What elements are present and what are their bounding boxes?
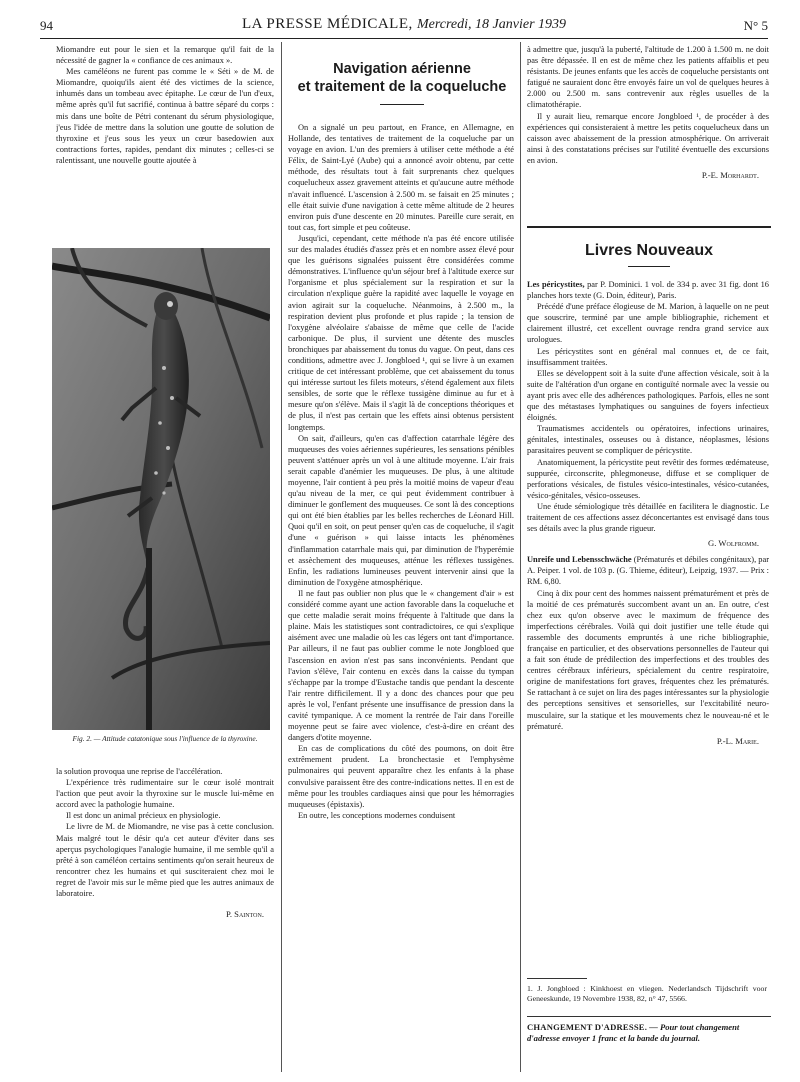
author-signature: P.-E. Morhardt. [701, 170, 759, 181]
title-rule [380, 104, 424, 105]
section-title: Livres Nouveaux [584, 242, 714, 259]
paragraph: Elles se développent soit à la suite d'une affection vésicale, soit à la suite de l'altération d'un organe en contiguïté normale avec la vessie ou ayant pris avec elle des adhérences pathologiques. Parfois, elles ne sont que des métastases lymphatiques ou sanguines de foyers infectieux éloignés. [527, 368, 769, 423]
address-change-notice [527, 1022, 771, 1044]
column-1-bottom [56, 766, 274, 1038]
paragraph: Jusqu'ici, cependant, cette méthode n'a pas été encore utilisée sur des malades étudiés d'assez près et en nombre assez élevé pour que les guérisons signalées puissent être considérées comme démonstratives. L'influence qu'un séjour bref à l'altitude exerce sur l'organisme et plus spécialement sur la respiration et sur la circulation n'explique guère la rapidité avec laquelle le voyage en avion agirait sur la coqueluche. Néanmoins, à 2.500 m., la respiration devient plus profonde et plus rapide ; la tension de l'oxygène alvéolaire s'abaisse de même que celle de l'acide carbonique. De plus, il survient une détente des muscles bronchiques par abaissement du tonus du vague. On peut, dans ces conditions, admettre avec J. Jongbloed ¹, qui se livre à un examen critique de cet intéressant problème, que cet abaissement du tonus qui intéresse surtout les filets moteurs, s'étend également aux filets sensibles, de sorte que le réflexe tussigène diminue au fur et à mesure qu'on s'élève. Mais il s'agit là de conceptions théoriques et de plus, il n'est pas certain que les effets ainsi obtenus persistent longtemps. [288, 233, 514, 432]
footnote: 1. J. Jongbloed : Kinkhoest en vliegen. Nederlandsch Tijdschrift voor Geneeskunde, 19 Novembre 1938, 82, n° 47, 5566. [527, 984, 767, 1003]
book-entry [527, 554, 769, 587]
notice-heading: CHANGEMENT D'ADRESSE. [527, 1022, 648, 1032]
article-title [286, 60, 518, 96]
section-title-rule [628, 266, 670, 267]
paragraph: Il est donc un animal précieux en physiologie. [66, 811, 221, 821]
notice-text: — Pour tout changement d'adresse envoyer 1 franc et la bande du journal. [527, 1022, 740, 1044]
figure-caption: Fig. 2. — Attitude catatonique sous l'influence de la thyroxine. [72, 734, 258, 743]
paragraph: Précédé d'une préface élogieuse de M. Marion, à laquelle on ne peut que souscrire, terminé par une ample bibliographie, richement et clairement illustré, cet excellent ouvrage rendra grand service aux urologues. [527, 302, 769, 345]
paragraph: Le livre de M. de Miomandre, ne vise pas à cette conclusion. Mais malgré tout le désir qu'a cet auteur d'éviter dans ses aperçus psychologiques l'analogie humaine, il me semble qu'il a prêté à son caméléon certains sentiments qu'on serait heureux de rencontrer chez les humains et qui susciteraient chez moi le regret de l'avoir mis sur le même pied que les autres animaux de laboratoire. [56, 822, 274, 899]
section-rule [527, 226, 771, 228]
chameleon-photograph [52, 248, 270, 730]
book-entry [527, 279, 769, 301]
paragraph: Traumatismes accidentels ou opératoires, infections urinaires, génitales, intestinales, osseuses ou à distance, néoplasmes, lésions parasitaires peuvent se compliquer de péricystite. [527, 424, 769, 456]
paragraph: L'expérience très rudimentaire sur le cœur isolé montrait l'action que peut avoir la thyroxine sur le muscle lui-même en accord avec la pathologie humaine. [56, 778, 274, 810]
journal-title [40, 16, 768, 33]
book-reference: (Prématurés et débiles congénitaux), par A. Peiper. 1 vol. de 103 p. (G. Thieme, éditeur), Leipzig, 1937. — Prix : RM. 6,80. [527, 555, 769, 587]
reviewer-signature: P.-L. Marie. [716, 735, 759, 746]
article-title-line-1: Navigation aérienne [333, 61, 471, 77]
paragraph: à admettre que, jusqu'à la puberté, l'altitude de 1.200 à 1.500 m. ne doit pas être dépassée. Il en est de même chez les patients affaiblis et peu résistants. De jeunes enfants que les accès de coqueluche persistants ont fatigué ne sauraient donc être envoyés faire un vol de quelques heures à 2.000 ou 2.500 m. sans contrevenir aux règles usuelles de la climatothérapie. [527, 45, 769, 110]
column-3-continuation [527, 44, 769, 222]
page-header [40, 16, 768, 36]
paragraph: Une étude sémiologique très détaillée en facilitera le diagnostic. Le traitement de ces affections assez déconcertantes est envisagé dans tous ses détails avec la plus grande rigueur. [527, 501, 769, 534]
photo-illustration [52, 248, 270, 730]
column-1-top [56, 44, 274, 248]
author-signature: P. Sainton. [226, 909, 264, 920]
column-2-article [288, 122, 514, 1048]
paragraph: la solution provoqua une reprise de l'accélération. [56, 767, 223, 776]
paragraph: Les péricystites sont en général mal connues et, de ce fait, insuffisamment traitées. [527, 346, 769, 367]
paragraph: En outre, les conceptions modernes conduisent [298, 810, 456, 820]
issue-date: Mercredi, 18 Janvier 1939 [416, 17, 567, 32]
book-reference: par P. Dominici. 1 vol. de 334 p. avec 31 fig. dont 16 planches hors texte (G. Doin, éditeur), Paris. [527, 280, 769, 301]
issue-number: N° 5 [743, 18, 768, 33]
paragraph: Miomandre eut pour le sien et la remarque qu'il fait de la nécessité de gagner la « confiance de ces animaux ». [56, 45, 274, 66]
journal-name: LA PRESSE MÉDICALE, [241, 16, 413, 32]
footnote-rule [527, 978, 587, 979]
book-reviews [527, 274, 769, 974]
paragraph: Il y aurait lieu, remarque encore Jongbloed ¹, de procéder à des expériences qui consisteraient à mettre les petits coquelucheux dans un caisson avec abaissement de la pression atmosphérique. On arriverait ainsi à des constatations précises sur l'utilité éventuelle des excursions en avion. [527, 111, 769, 165]
paragraph: Anatomiquement, la péricystite peut revêtir des formes œdémateuse, suppurée, circonscrite, phlegmoneuse, diffuse et se compliquer de perforations vésicales, de fistules vésico-intestinales, vésico-cutanées, vésico-génitales, vésico-osseuses. [527, 457, 769, 500]
page-number: 94 [40, 18, 53, 33]
reviewer-signature: G. Wolfromm. [708, 538, 759, 549]
column-divider-1 [281, 42, 282, 1072]
paragraph: On sait, d'ailleurs, qu'en cas d'affection catarrhale légère des muqueuses des voies aériennes supérieures, les sensations pénibles peuvent s'atténuer après un vol à une altitude moyenne. L'air frais serait capable d'anémier les muqueuses. De plus, à une altitude moyenne, l'air contient à peu près la moitié moins de vapeur d'eau qu'au niveau de la mer, ce qui peut évidemment contribuer à diminuer le gonflement des muqueuses. Ce sont là des conceptions qui ont été bien établies par les belles recherches de Léonard Hill. Quoi qu'il en soit, on peut penser qu'en cas de coqueluche, il s'agit d'une « guérison » qui laisse intacts les phénomènes d'inflammation catarrhale mais qui, par diminution de l'hyperémie et assèchement des muqueuses, atténue les réflexes tussigènes. Enfin, les radiations lumineuses peuvent intervenir ainsi que la diminution de l'oxygène atmosphérique. [288, 433, 514, 587]
header-rule [40, 38, 768, 39]
paragraph: En cas de complications du côté des poumons, on doit être extrêmement prudent. La bronchectasie et l'emphysème pulmonaires qui peuvent apparaître chez les enfants à la phase convulsive paraissent être des contre-indications nettes. Il en est de même pour les troubles cardiaques ainsi que pour les hémorragies muqueuses (épistaxis). [288, 744, 514, 809]
column-divider-2 [520, 42, 521, 1072]
book-title: Les péricystites, [527, 280, 585, 289]
notice-rule [527, 1016, 771, 1017]
paragraph: Cinq à dix pour cent des hommes naissent prématurément et près de la moitié de ces prématurés succombent avant un an. En outre, c'est chez eux qu'on observe avec le maximum de fréquence des imperfections cérébrales. Voilà qui doit justifier une telle étude qui rassemble des documents empruntés à une riche bibliographie, française en particulier, et des observations personnelles de l'auteur qui a fait son étude de prédilection des imperfections et des troubles des centres cérébraux inférieurs, spécialement du centre respiratoire, origine de manifestations fort graves, fréquentes chez les prématurés. Se rattachant à ce sujet on lira des pages intéressantes sur la physiologie des perceptions sensitives et sensorielles, sur l'excitabilité neuro-musculaire, sur la statique et les mouvements chez le nouveau-né et le prématuré. [527, 588, 769, 731]
paragraph: Mes caméléons ne furent pas comme le « Séti » de M. de Miomandre, quoiqu'ils aient été des victimes de la science, inhumés dans un tombeau avec épitaphe. Le cœur de l'un d'eux, même après qu'il fut sacrifié, continua à battre séparé du corps : mis dans une boîte de Pétri contenant du sérum physiologique, j'eus l'idée de mettre dans la solution une goutte de solution de thyroxine et j'eus sous les yeux un cœur basedowien aux contractions fortes, rapides, pendant dix minutes ; celles-ci se ralentissant, une nouvelle goutte ajoutée à [56, 67, 274, 165]
book-title: Unreife und Lebensschwäche [527, 555, 632, 565]
paragraph: Il ne faut pas oublier non plus que le « changement d'air » est considéré comme ayant une action favorable dans la coqueluche et que cette maladie serait moins fréquente à l'altitude que dans la plaine. Mais les statistiques sont contradictoires, ce qui s'explique aisément avec une maladie où les cas légers ont tant d'importance. Par ailleurs, il ne faut pas oublier comme le note Jongbloed que l'ascension en avion n'est pas sans inconvénients. Pendant que l'avion s'élève, l'air contenu en excès dans la caisse du tympan s'échappe par la trompe d'Eustache tandis que pendant la descente l'air rentre difficilement. Il y a donc des chances pour que peu après le vol, l'enfant présente une insuffisance de pression dans la cavité tympanique. A ce moment la rentrée de l'air dans l'oreille moyenne peut se faire avec violence, c'est-à-dire en créant des dangers d'otite moyenne. [288, 588, 514, 743]
paragraph: On a signalé un peu partout, en France, en Allemagne, en Hollande, des tentatives de traitement de la coqueluche par un voyage en avion. L'un des premiers à utiliser cette méthode a été Félix, de Saint-Lyé (Aube) qui a annoncé avoir obtenu, par cette méthode, des résultats tout à fait surprenants chez quelques coquelucheux assez gravement atteints et qu'aucune autre méthode n'avait influencé. L'ascension à 2.500 m. se faisait en 25 minutes ; elle était suivie d'une navigation à cette même altitude de 2 heures environ puis d'une descente en 20 minutes. Pareille cure serait, en tout cas, fort simple et peu coûteuse. [288, 123, 514, 232]
article-title-line-2: et traitement de la coqueluche [297, 79, 507, 95]
